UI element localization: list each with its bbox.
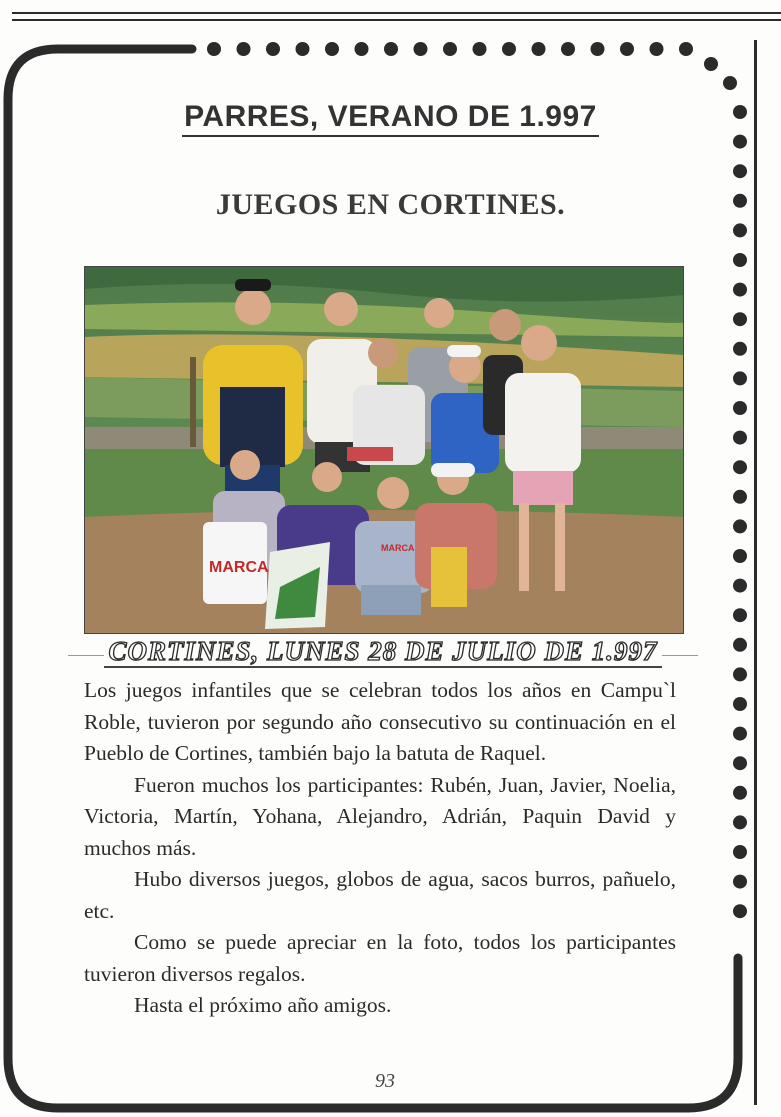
- border-dot: [502, 42, 516, 56]
- border-dot: [733, 727, 747, 741]
- border-dot: [591, 42, 605, 56]
- border-dot: [733, 460, 747, 474]
- border-dot: [733, 312, 747, 326]
- border-dot: [355, 42, 369, 56]
- border-dot: [704, 57, 718, 71]
- border-dot: [733, 815, 747, 829]
- paragraph-5: Hasta el próximo año amigos.: [134, 993, 392, 1017]
- border-dot: [733, 135, 747, 149]
- shirt-brand-label: MARCA: [381, 543, 415, 553]
- paragraph-2: Fueron muchos los participantes: Rubén, Juan, Javier, Noelia, Victoria, Martín, Yohana, Alejandro, Adrián, Paquin David y muchos más.: [84, 772, 676, 860]
- border-dot: [384, 42, 398, 56]
- border-dot: [414, 42, 428, 56]
- border-dot: [733, 283, 747, 297]
- border-dot: [325, 42, 339, 56]
- border-dot: [723, 76, 737, 90]
- border-dot: [733, 845, 747, 859]
- border-dot: [650, 42, 664, 56]
- page-subtitle: JUEGOS EN CORTINES.: [215, 188, 566, 221]
- border-dot: [443, 42, 457, 56]
- border-dot: [532, 42, 546, 56]
- border-dot: [679, 42, 693, 56]
- border-dot: [296, 42, 310, 56]
- border-dot: [733, 490, 747, 504]
- border-dot: [561, 42, 575, 56]
- caption-text: CORTINES, LUNES 28 DE JULIO DE 1.997: [104, 636, 661, 668]
- border-dot: [207, 42, 221, 56]
- paragraph-4: Como se puede apreciar en la foto, todos los participantes tuvieron diversos regalos.: [84, 930, 676, 986]
- border-dot: [733, 342, 747, 356]
- border-dot: [733, 253, 747, 267]
- page-title: PARRES, VERANO DE 1.997: [0, 100, 781, 134]
- border-dot: [620, 42, 634, 56]
- photo-caption: [68, 636, 698, 668]
- border-dot: [733, 519, 747, 533]
- border-dot: [733, 875, 747, 889]
- border-dot: [733, 371, 747, 385]
- border-dot: [733, 638, 747, 652]
- border-dot: [733, 786, 747, 800]
- border-dot: [733, 579, 747, 593]
- border-dot: [733, 223, 747, 237]
- border-dot: [733, 756, 747, 770]
- paragraph-1: Los juegos infantiles que se celebran todos los años en Campu`l Roble, tuvieron por segundo año consecutivo su continuación en el Pueblo de Cortines, también bajo la batuta de Raquel.: [84, 678, 676, 765]
- border-dot: [733, 401, 747, 415]
- border-dot: [733, 164, 747, 178]
- article-body: [84, 675, 676, 1022]
- border-dot: [473, 42, 487, 56]
- border-dot: [733, 608, 747, 622]
- group-photo-icon: [85, 267, 683, 633]
- border-dot: [733, 667, 747, 681]
- page-number: 93: [375, 1070, 395, 1092]
- border-dot: [733, 549, 747, 563]
- group-photo: [84, 266, 684, 634]
- border-dot: [266, 42, 280, 56]
- paragraph-3: Hubo diversos juegos, globos de agua, sacos burros, pañuelo, etc.: [84, 867, 676, 923]
- border-dot: [733, 904, 747, 918]
- bag-brand-label: MARCA: [209, 559, 269, 576]
- border-dot: [237, 42, 251, 56]
- border-dot: [733, 697, 747, 711]
- border-dot: [733, 431, 747, 445]
